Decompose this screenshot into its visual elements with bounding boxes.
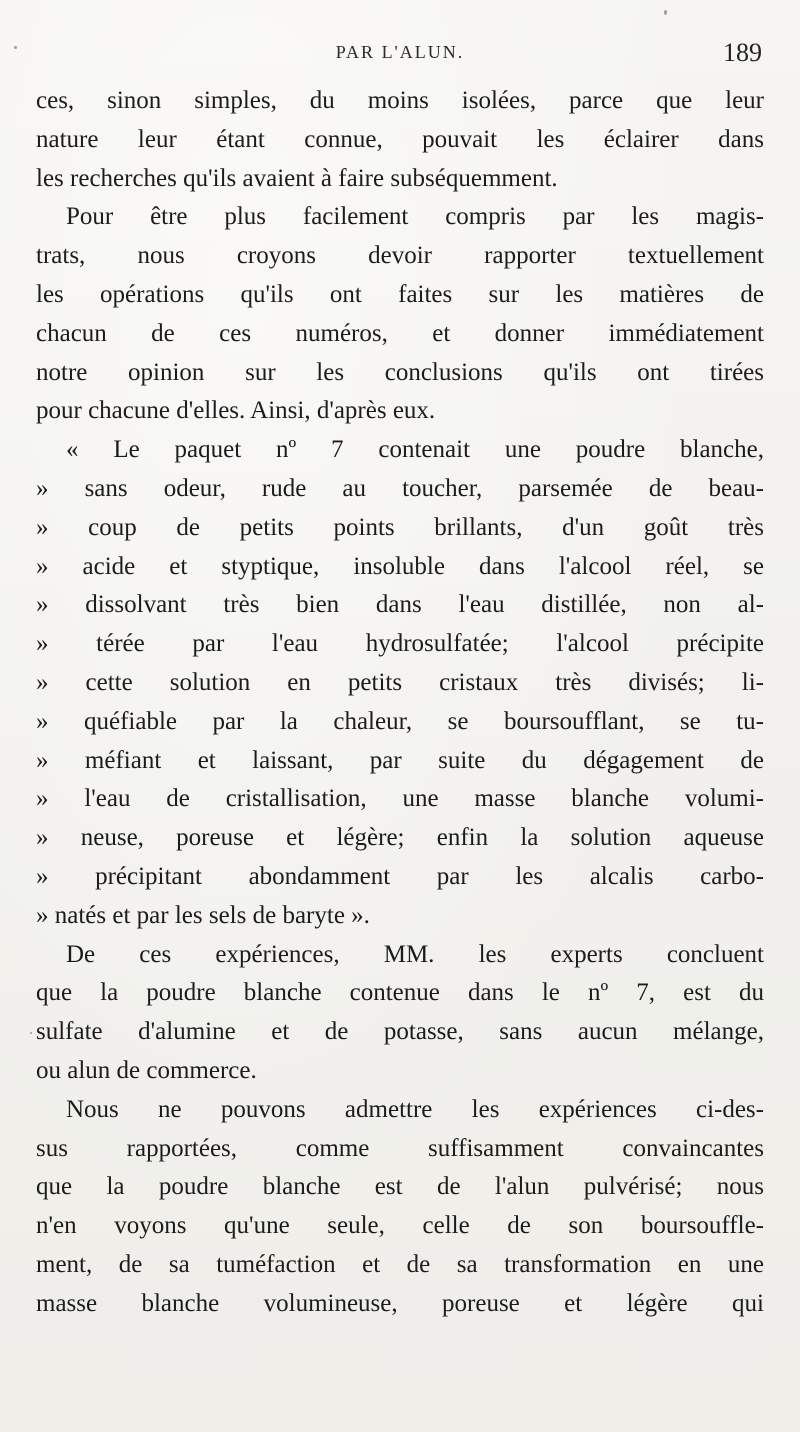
body-text	[36, 82, 764, 1324]
text-line: que la poudre blanche contenue dans le nº 7, est du	[36, 979, 764, 1007]
text-line: les recherches qu'ils avaient à faire subséquemment.	[36, 164, 558, 192]
text-line: » natés et par les sels de baryte ».	[36, 901, 370, 929]
text-line: ment, de sa tuméfaction et de sa transformation en une	[36, 1250, 764, 1278]
paper-speck	[14, 46, 17, 49]
text-line: » neuse, poreuse et légère; enfin la solution aqueuse	[36, 824, 764, 852]
text-line: » dissolvant très bien dans l'eau distillée, non al-	[36, 591, 764, 619]
text-line: sus rapportées, comme suffisamment convaincantes	[36, 1134, 764, 1162]
text-line: » précipitant abondamment par les alcalis carbo-	[36, 862, 764, 890]
text-line: chacun de ces numéros, et donner immédiatement	[36, 319, 764, 347]
paper-speck	[664, 10, 667, 15]
text-line: ces, sinon simples, du moins isolées, parce que leur	[36, 87, 764, 114]
text-line: Nous ne pouvons admettre les expériences ci-des-	[66, 1095, 764, 1123]
page-header	[0, 38, 800, 68]
text-line: » quéfiable par la chaleur, se boursoufflant, se tu-	[36, 707, 764, 735]
text-line: Pour être plus facilement compris par les magis-	[66, 203, 764, 231]
text-line: » méfiant et laissant, par suite du dégagement de	[36, 746, 764, 774]
text-line: » coup de petits points brillants, d'un goût très	[36, 513, 764, 541]
text-line: » acide et styptique, insoluble dans l'alcool réel, se	[36, 552, 764, 580]
text-line: De ces expériences, MM. les experts concluent	[66, 940, 764, 968]
text-line: sulfate d'alumine et de potasse, sans aucun mélange,	[36, 1018, 764, 1046]
text-line: les opérations qu'ils ont faites sur les matières de	[36, 280, 764, 308]
text-line: pour chacune d'elles. Ainsi, d'après eux.	[36, 397, 436, 425]
text-line: n'en voyons qu'une seule, celle de son boursouffle-	[36, 1212, 764, 1240]
text-line: notre opinion sur les conclusions qu'ils ont tirées	[36, 358, 764, 386]
text-line: que la poudre blanche est de l'alun pulvérisé; nous	[36, 1173, 764, 1201]
text-line: » térée par l'eau hydrosulfatée; l'alcool précipite	[36, 630, 764, 658]
text-line: « Le paquet nº 7 contenait une poudre blanche,	[66, 436, 764, 464]
running-head: PAR L'ALUN.	[335, 42, 465, 62]
text-line: ou alun de commerce.	[36, 1056, 257, 1084]
text-line: trats, nous croyons devoir rapporter textuellement	[36, 242, 764, 270]
text-line: » cette solution en petits cristaux très divisés; li-	[36, 668, 764, 696]
paper-speck	[30, 1032, 32, 1034]
page-number: 189	[723, 38, 762, 67]
text-line: nature leur étant connue, pouvait les éclairer dans	[36, 125, 764, 153]
text-line: » l'eau de cristallisation, une masse blanche volumi-	[36, 785, 764, 813]
text-line: masse blanche volumineuse, poreuse et légère qui	[36, 1289, 764, 1317]
text-line: » sans odeur, rude au toucher, parsemée de beau-	[36, 474, 764, 502]
